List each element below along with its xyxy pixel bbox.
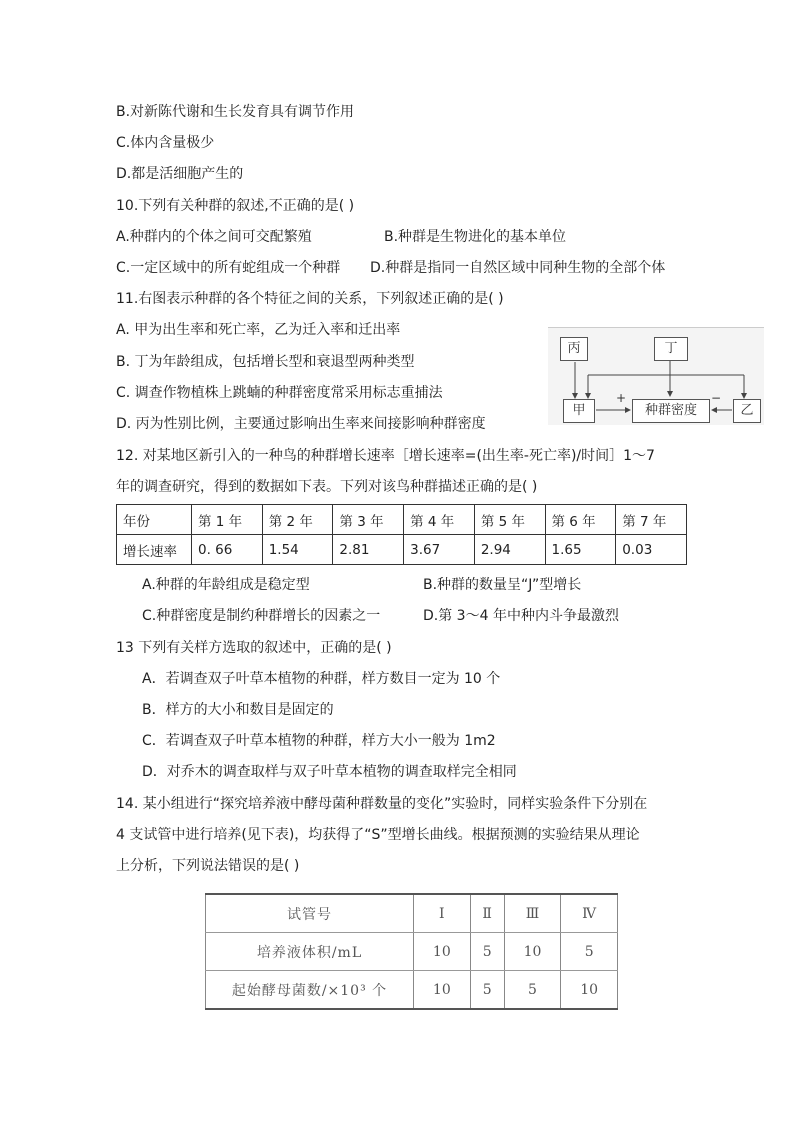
- table-cell: 10: [414, 933, 471, 971]
- q12-option-c: C.种群密度是制约种群增长的因素之一: [142, 608, 381, 624]
- table-header-row: [117, 505, 687, 535]
- question-14-line2: 4 支试管中进行培养(见下表)，均获得了“S”型增长曲线。根据预测的实验结果从理论: [116, 827, 640, 843]
- table-cell: 2.94: [474, 535, 545, 565]
- q10-option-b: B.种群是生物进化的基本单位: [384, 229, 567, 245]
- table-cell: 1.54: [262, 535, 333, 565]
- table-cell: 第 3 年: [333, 505, 404, 535]
- table-cell: 5: [470, 933, 504, 971]
- table-cell: 第 4 年: [404, 505, 475, 535]
- node-bing: 丙: [560, 337, 588, 361]
- table-cell: 10: [414, 971, 471, 1010]
- table-cell: 5: [561, 933, 618, 971]
- table-cell: Ⅱ: [470, 894, 504, 933]
- table-cell: 第 7 年: [616, 505, 687, 535]
- table-cell: Ⅲ: [504, 894, 561, 933]
- table-cell: 第 1 年: [192, 505, 263, 535]
- q12-option-b: B.种群的数量呈“J”型增长: [423, 577, 582, 593]
- population-feature-diagram: [548, 327, 764, 425]
- table-cell: Ⅳ: [561, 894, 618, 933]
- question-13: 13 下列有关样方选取的叙述中，正确的是( ): [116, 640, 392, 656]
- q10-option-a: A.种群内的个体之间可交配繁殖: [116, 229, 312, 245]
- table-cell: 10: [504, 933, 561, 971]
- growth-rate-table: [116, 504, 687, 565]
- table-cell: 增长速率: [117, 535, 192, 565]
- table-cell: 10: [561, 971, 618, 1010]
- table-cell: 5: [470, 971, 504, 1010]
- q12-option-a: A.种群的年龄组成是稳定型: [142, 577, 310, 593]
- table-cell: 0. 66: [192, 535, 263, 565]
- table-cell: 第 6 年: [545, 505, 616, 535]
- table-cell: 培养液体积/mL: [206, 933, 414, 971]
- option-b-text: B.对新陈代谢和生长发育具有调节作用: [116, 104, 355, 120]
- q13-option-b: B．样方的大小和数目是固定的: [142, 702, 334, 718]
- table-cell: 5: [504, 971, 561, 1010]
- question-14-line3: 上分析，下列说法错误的是( ): [116, 858, 300, 874]
- table-row: [117, 535, 687, 565]
- option-c-text: C.体内含量极少: [116, 135, 215, 151]
- question-12-line1: 12. 对某地区新引入的一种鸟的种群增长速率［增长速率=(出生率-死亡率)/时间］1～7: [116, 448, 655, 464]
- q11-option-a: A. 甲为出生率和死亡率，乙为迁入率和迁出率: [116, 322, 401, 338]
- table-cell: Ⅰ: [414, 894, 471, 933]
- node-jia: 甲: [563, 399, 595, 423]
- q11-option-b: B. 丁为年龄组成，包括增长型和衰退型两种类型: [116, 354, 415, 370]
- q10-option-c: C.一定区域中的所有蛇组成一个种群: [116, 260, 341, 276]
- question-11: 11.右图表示种群的各个特征之间的关系，下列叙述正确的是( ): [116, 291, 504, 307]
- q12-option-d: D.第 3～4 年中种内斗争最激烈: [423, 608, 619, 624]
- question-10: 10.下列有关种群的叙述,不正确的是( ): [116, 198, 355, 214]
- table-cell: 2.81: [333, 535, 404, 565]
- q10-option-d: D.种群是指同一自然区域中同种生物的全部个体: [370, 260, 666, 276]
- yeast-culture-table: [205, 893, 618, 1010]
- q13-option-d: D．对乔木的调查取样与双子叶草本植物的调查取样完全相同: [142, 764, 517, 780]
- table-cell: 1.65: [545, 535, 616, 565]
- q13-option-a: A．若调查双子叶草本植物的种群，样方数目一定为 10 个: [142, 671, 501, 687]
- table-cell: 年份: [117, 505, 192, 535]
- node-yi: 乙: [733, 399, 761, 423]
- q13-option-c: C．若调查双子叶草本植物的种群，样方大小一般为 1m2: [142, 733, 496, 749]
- option-d-text: D.都是活细胞产生的: [116, 166, 244, 182]
- table-cell: 起始酵母菌数/×10³ 个: [206, 971, 414, 1010]
- question-12-line2: 年的调查研究，得到的数据如下表。下列对该鸟种群描述正确的是( ): [116, 479, 538, 495]
- table-row: [206, 971, 618, 1010]
- table-cell: 第 5 年: [474, 505, 545, 535]
- table-row: [206, 894, 618, 933]
- q11-option-d: D. 丙为性别比例，主要通过影响出生率来间接影响种群密度: [116, 416, 486, 432]
- node-ding: 丁: [654, 337, 688, 361]
- table-cell: 第 2 年: [262, 505, 333, 535]
- q11-option-c: C. 调查作物植株上跳蝻的种群密度常采用标志重捕法: [116, 385, 443, 401]
- node-population-density: 种群密度: [632, 399, 710, 423]
- table-cell: 0.03: [616, 535, 687, 565]
- minus-sign: −: [711, 391, 722, 405]
- table-cell: 3.67: [404, 535, 475, 565]
- table-row: [206, 933, 618, 971]
- table-cell: 试管号: [206, 894, 414, 933]
- question-14-line1: 14. 某小组进行“探究培养液中酵母菌种群数量的变化”实验时，同样实验条件下分别在: [116, 796, 648, 812]
- plus-sign: +: [616, 391, 627, 405]
